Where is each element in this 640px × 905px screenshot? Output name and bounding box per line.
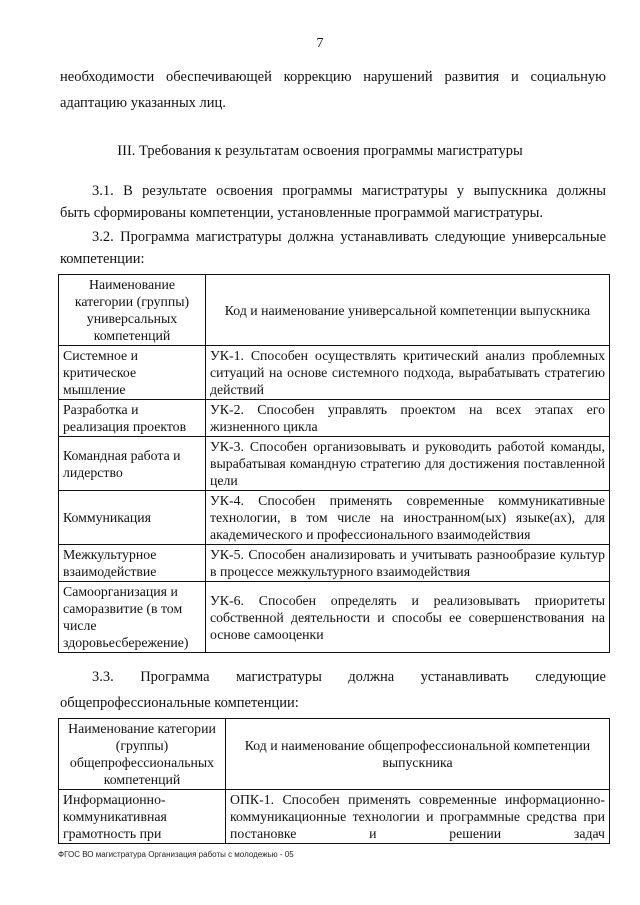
table-row <box>59 491 610 545</box>
row-category: Системное и критическое мышление <box>59 346 206 400</box>
universal-competencies-table <box>58 274 610 653</box>
table-row <box>59 582 610 653</box>
table-header-row <box>59 719 610 790</box>
header-code: Код и наименование общепрофессиональной компетенции выпускника <box>226 719 610 790</box>
row-category: Самоорганизация и саморазвитие (в том числе здоровьесбережение) <box>59 582 206 653</box>
row-description: УК-1. Способен осуществлять критический анализ проблемных ситуаций на основе системного подхода, вырабатывать стратегию действий <box>206 346 610 400</box>
table-row <box>59 437 610 491</box>
table-header-row <box>59 275 610 346</box>
row-category: Межкультурное взаимодействие <box>59 545 206 582</box>
row-description: УК-3. Способен организовывать и руководить работой команды, вырабатывая командную стратегию для достижения поставленной цели <box>206 437 610 491</box>
section-heading: III. Требования к результатам освоения программы магистратуры <box>117 143 523 159</box>
para-3-1-line-1: 3.1. В результате освоения программы магистратуры у выпускника должны <box>92 183 606 199</box>
para-3-1-line-2: быть сформированы компетенции, установленные программой магистратуры. <box>60 205 544 221</box>
page-footer: ФГОС ВО магистратура Организация работы с молодежью - 05 <box>58 850 294 859</box>
table-row <box>59 346 610 400</box>
row-category: Информационно-коммуникативная грамотность при <box>59 790 226 844</box>
table-row <box>59 400 610 437</box>
row-category: Командная работа и лидерство <box>59 437 206 491</box>
row-description: УК-5. Способен анализировать и учитывать разнообразие культур в процессе межкультурного взаимодействия <box>206 545 610 582</box>
row-category: Коммуникация <box>59 491 206 545</box>
intro-line-2: адаптацию указанных лиц. <box>60 95 226 111</box>
header-code: Код и наименование универсальной компетенции выпускника <box>206 275 610 346</box>
row-description: УК-6. Способен определять и реализовывать приоритеты собственной деятельности и способы ее совершенствования на основе самооценки <box>206 582 610 653</box>
table-row <box>59 790 610 844</box>
row-description: ОПК-1. Способен применять современные информационно-коммуникационные технологии и программные средства при постановке и решении задач <box>226 790 610 844</box>
para-3-3-line-2: общепрофессиональные компетенции: <box>60 695 299 711</box>
para-3-2-line-1: 3.2. Программа магистратуры должна устанавливать следующие универсальные <box>92 229 606 245</box>
table-row <box>59 545 610 582</box>
row-category: Разработка и реализация проектов <box>59 400 206 437</box>
page-number: 7 <box>316 36 324 51</box>
intro-line-1: необходимости обеспечивающей коррекцию нарушений развития и социальную <box>60 69 606 85</box>
row-description: УК-4. Способен применять современные коммуникативные технологии, в том числе на иностранном(ых) языке(ах), для академического и профессионального взаимодействия <box>206 491 610 545</box>
header-category: Наименование категории (группы) универсальных компетенций <box>59 275 206 346</box>
para-3-2-line-2: компетенции: <box>60 251 145 267</box>
general-competencies-table <box>58 718 610 844</box>
header-category: Наименование категории (группы) общепрофессиональных компетенций <box>59 719 226 790</box>
para-3-3-line-1: 3.3. Программа магистратуры должна устанавливать следующие <box>92 669 606 685</box>
row-description: УК-2. Способен управлять проектом на всех этапах его жизненного цикла <box>206 400 610 437</box>
